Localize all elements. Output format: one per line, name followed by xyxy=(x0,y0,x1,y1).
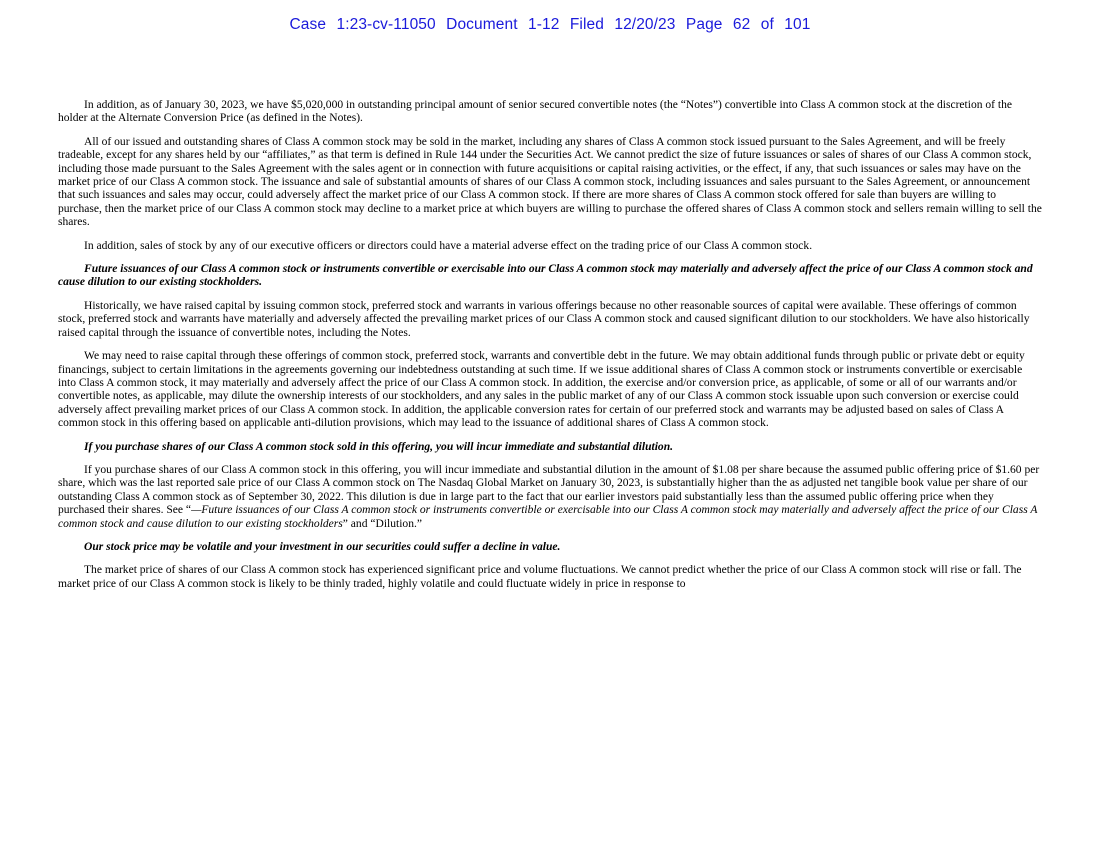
case-number: Case 1:23-cv-11050 xyxy=(289,16,436,33)
document-number: Document 1-12 xyxy=(446,16,560,33)
dilution-text: If you purchase shares of our Class A common stock in this offering, you will incur immediate and substantial dilution in the amount of $1.08 per share because the assumed public offering price of $1.60 per share, which was the last reported sale price of our Class A common stock on The Nasdaq Global Market on January 30, 2023, is substantially higher than the as adjusted net tangible book value per share of our outstanding Class A common stock as of September 30, 2022. This dilution is due in large part to the fact that our earlier investors paid substantially less than the assumed public offering price when they purchased their shares. See “ xyxy=(58,463,1040,517)
paragraph-insider-sales: In addition, sales of stock by any of our executive officers or directors could have a material adverse effect on the trading price of our Class A common stock. xyxy=(84,239,813,252)
paragraph-shares-tradeable: All of our issued and outstanding shares of Class A common stock may be sold in the market, including any shares of Class A common stock issued pursuant to the Sales Agreement, and will be freely tradeable, except for any shares held by our “affiliates,” as that term is defined in Rule 144 under the Securities Act. We cannot predict the size of future issuances or sales of shares of our Class A common stock, including those made pursuant to the Sales Agreement with the sales agent or in connection with future acquisitions or capital raising activities, or the effect, if any, that such issuances or sales may have on the market price of our Class A common stock. The issuance and sale of substantial amounts of shares of our Class A common stock, including issuances and sales pursuant to the Sales Agreement, or announcement that such issuances and sales may occur, could adversely affect the market price of our Class A common stock. If there are more shares of Class A common stock offered for sale than buyers are willing to purchase, then the market price of our Class A common stock may decline to a market price at which buyers are willing to purchase the offered shares of Class A common stock and sellers remain willing to sell the shares. xyxy=(58,135,1042,229)
document-body xyxy=(58,99,1042,601)
dilution-text-end: ” and “Dilution.” xyxy=(342,517,422,530)
dilution-cross-reference: —Future issuances of our Class A common stock or instruments convertible or exercisable into our Class A common stock may materially and adversely affect the price of our Class A common stock and cause dilution to our existing stockholders xyxy=(58,504,1038,530)
paragraph-dilution-detail xyxy=(58,464,1042,531)
paragraph-historical-capital: Historically, we have raised capital by issuing common stock, preferred stock and warrants in various offerings because no other reasonable sources of capital were available. These offerings of common stock, preferred stock and warrants have materially and adversely affected the prevailing market prices of our Class A common stock and caused significant dilution to our stockholders. We have also historically raised capital through the issuance of convertible notes, including the Notes. xyxy=(58,299,1030,339)
heading-future-issuances: Future issuances of our Class A common stock or instruments convertible or exercisable into our Class A common stock may materially and adversely affect the price of our Class A common stock and cause dilution to our existing stockholders. xyxy=(58,263,1033,289)
heading-immediate-dilution: If you purchase shares of our Class A common stock sold in this offering, you will incur immediate and substantial dilution. xyxy=(84,440,674,453)
page-number: Page 62 of 101 xyxy=(685,16,811,33)
paragraph-raise-capital: We may need to raise capital through these offerings of common stock, preferred stock, warrants and convertible debt in the future. We may obtain additional funds through public or private debt or equity financings, subject to certain limitations in the agreements governing our indebtedness outstanding at such time. If we issue additional shares of Class A common stock or instruments convertible or exercisable into Class A common stock, it may materially and adversely affect the price of our Class A common stock. In addition, the exercise and/or conversion price, as applicable, of some or all of our warrants and/or convertible notes, as applicable, may dilute the ownership interests of our stockholders, and any sales in the public market of any of our Class A common stock issuable upon such conversion or exercise could adversely affect prevailing market prices of our Class A common stock. In addition, the applicable conversion rates for certain of our preferred stock and warrants may be adjusted based on sales of Class A common stock in this offering based on applicable anti-dilution provisions, which may lead to the issuance of additional shares of Class A common stock. xyxy=(58,350,1025,430)
filed-date: Filed 12/20/23 xyxy=(569,16,676,33)
heading-stock-volatility: Our stock price may be volatile and your investment in our securities could suffer a decline in value. xyxy=(84,540,561,553)
paragraph-price-fluctuations: The market price of shares of our Class A common stock has experienced significant price and volume fluctuations. We cannot predict whether the price of our Class A common stock will rise or fall. The market price of our Class A common stock is likely to be thinly traded, highly volatile and could fluctuate widely in price in response to xyxy=(58,564,1022,590)
paragraph-notes-outstanding: In addition, as of January 30, 2023, we have $5,020,000 in outstanding principal amount of senior secured convertible notes (the “Notes”) convertible into Class A common stock at the discretion of the holder at the Alternate Conversion Price (as defined in the Notes). xyxy=(58,99,1013,125)
court-filing-header xyxy=(0,16,1100,34)
